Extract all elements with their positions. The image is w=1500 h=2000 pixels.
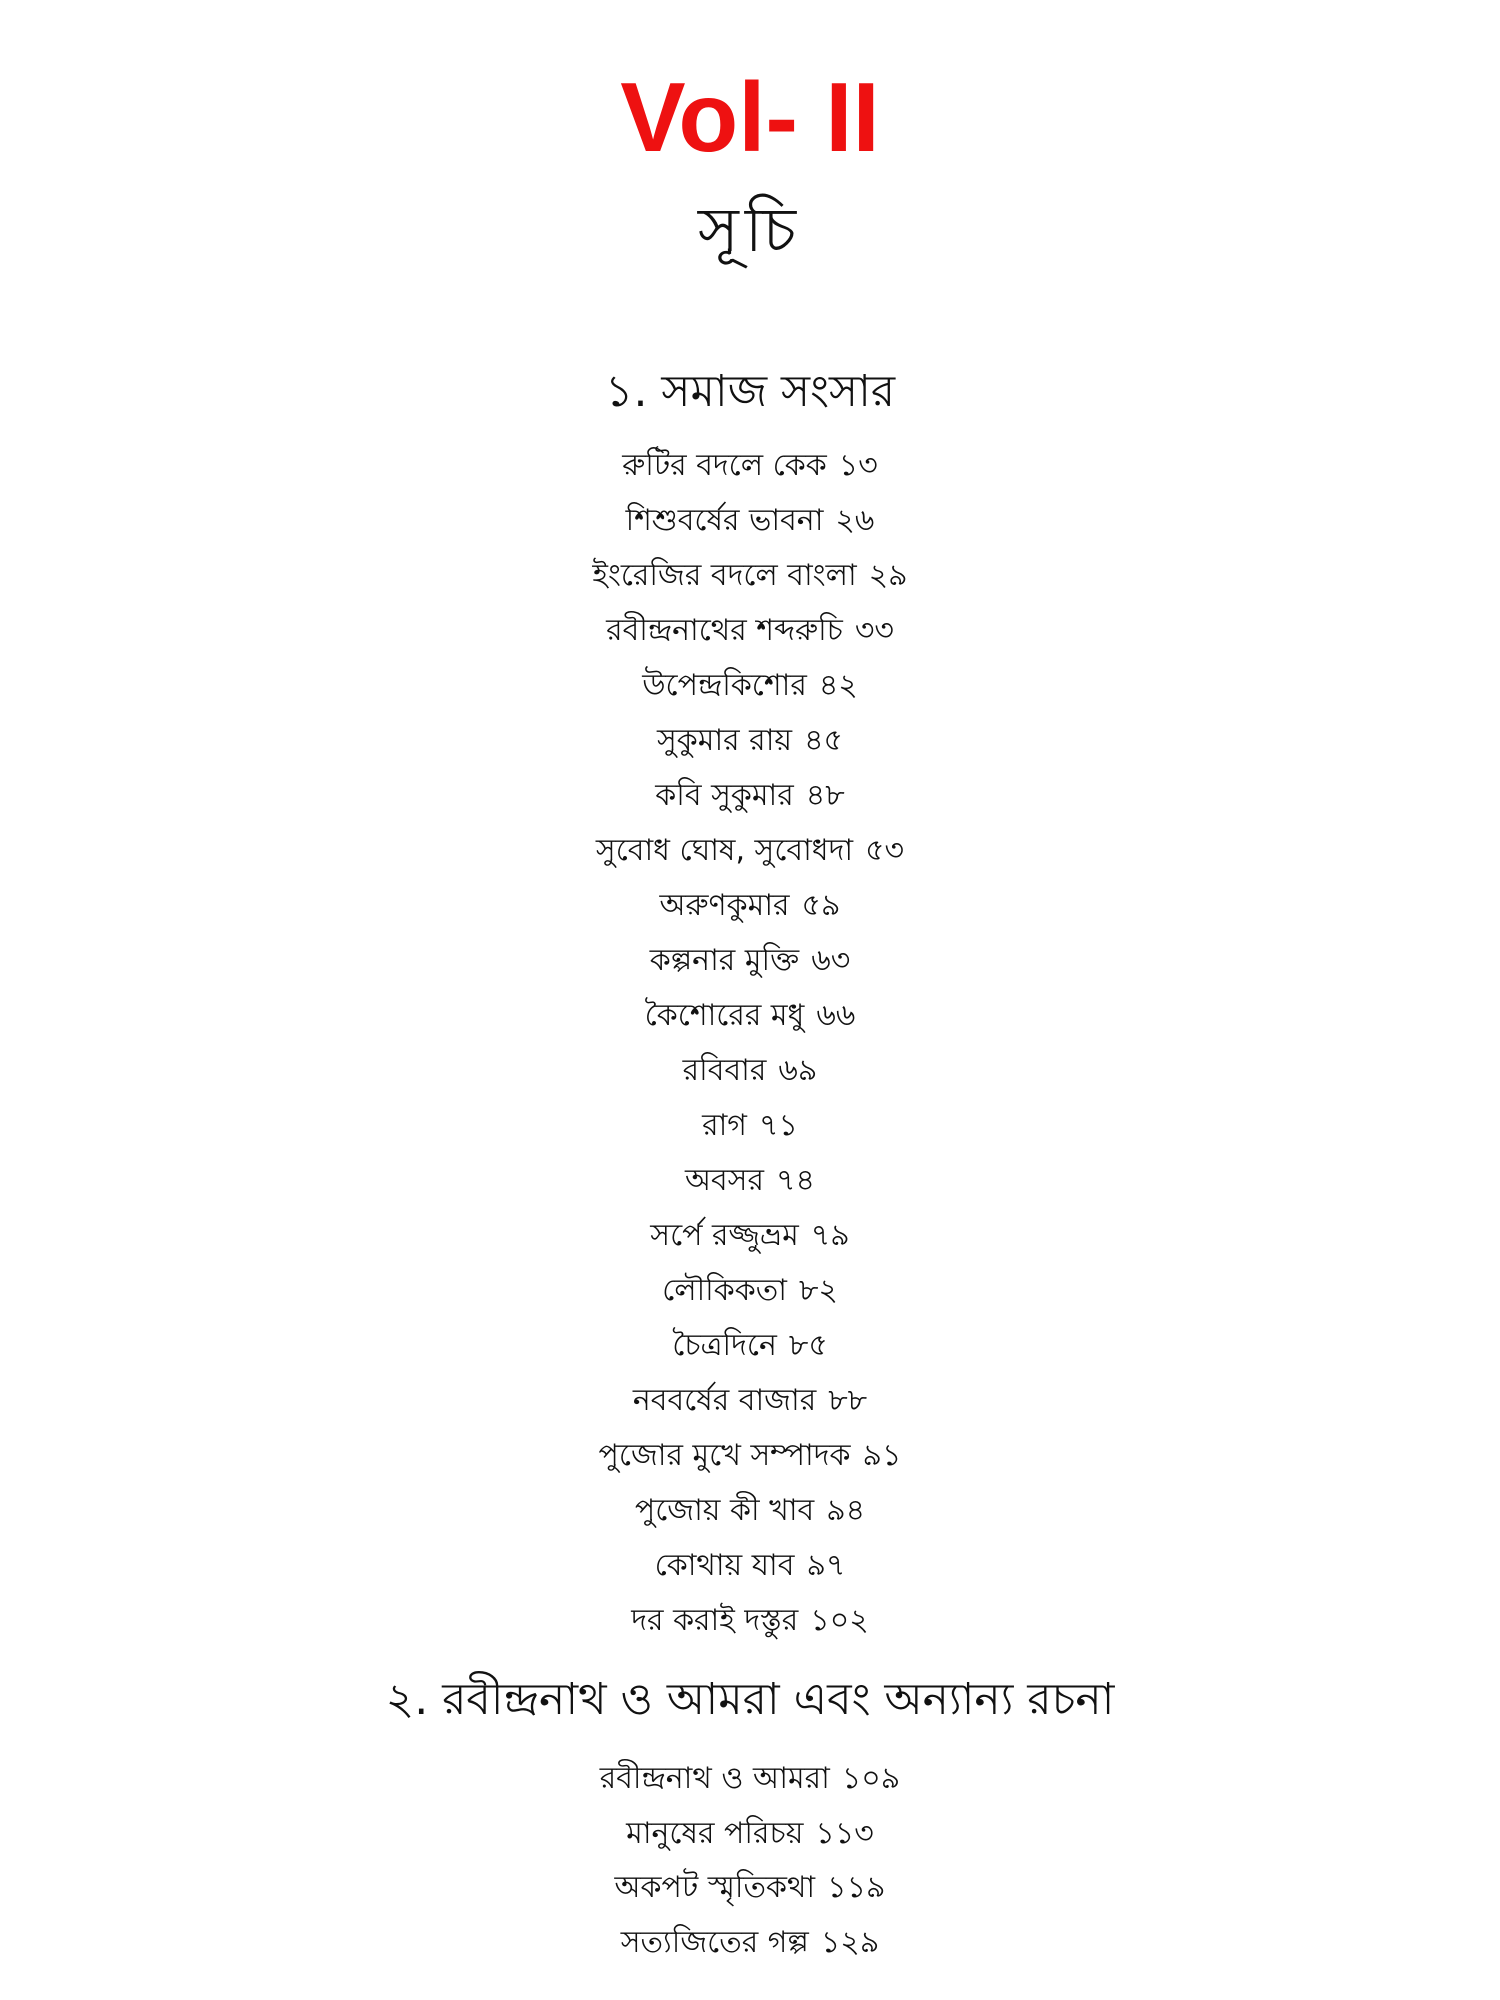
contents-entry	[0, 1208, 1500, 1263]
entry-title: কবি সুকুমার	[655, 778, 794, 813]
contents-entry	[0, 988, 1500, 1043]
entry-title: কল্পনার মুক্তি	[649, 943, 800, 978]
entry-page-number: ৭৪	[776, 1163, 815, 1198]
contents-entry	[0, 878, 1500, 933]
entry-page-number: ৬৬	[816, 998, 856, 1033]
contents-entry	[0, 1373, 1500, 1428]
entry-page-number: ৪২	[818, 668, 858, 703]
entry-page-number: ৫৯	[801, 888, 841, 923]
section-2-entry-list	[0, 1752, 1500, 1970]
section-2-title: ২. রবীন্দ্রনাথ ও আমরা এবং অন্যান্য রচনা	[385, 1674, 1115, 1725]
contents-entry	[0, 548, 1500, 603]
entry-page-number: ১১৩	[815, 1815, 874, 1851]
contents-entry	[0, 1098, 1500, 1153]
contents-entry	[0, 438, 1500, 493]
entry-title: রবীন্দ্রনাথের শব্দরুচি	[606, 613, 843, 648]
entry-title: রবীন্দ্রনাথ ও আমরা	[599, 1761, 830, 1796]
entry-page-number: ৪৮	[805, 778, 845, 813]
entry-page-number: ৬৯	[778, 1053, 818, 1088]
contents-entry	[0, 1318, 1500, 1373]
entry-page-number: ২৯	[868, 558, 908, 593]
contents-entry	[0, 1593, 1500, 1648]
entry-page-number: ৯৪	[826, 1493, 866, 1528]
entry-title: নববর্ষের বাজার	[632, 1383, 817, 1418]
entry-title: দর করাই দস্তুর	[631, 1603, 799, 1638]
entry-page-number: ১০২	[810, 1603, 869, 1638]
section-1-title: ১. সমাজ সংসার	[604, 366, 896, 417]
contents-entry	[0, 1263, 1500, 1318]
contents-entry	[0, 823, 1500, 878]
entry-page-number: ৮২	[798, 1273, 838, 1308]
contents-entry	[0, 1153, 1500, 1208]
contents-entry	[0, 1428, 1500, 1483]
entry-page-number: ১০৯	[841, 1761, 901, 1796]
contents-entry	[0, 1483, 1500, 1538]
entry-page-number: ৮৫	[788, 1328, 828, 1363]
entry-title: কৈশোরের মধু	[644, 998, 805, 1033]
entry-page-number: ১২৯	[820, 1924, 880, 1960]
entry-title: উপেন্দ্রকিশোর	[642, 668, 807, 703]
entry-page-number: ১১৯	[827, 1870, 886, 1905]
contents-entry	[0, 1538, 1500, 1593]
entry-page-number: ৯৭	[806, 1548, 846, 1583]
entry-title: লৌকিকতা	[662, 1273, 787, 1308]
entry-page-number: ৪৫	[804, 723, 843, 758]
contents-entry	[0, 1807, 1500, 1862]
entry-title: চৈত্রদিনে	[672, 1328, 777, 1363]
entry-title: অরুণকুমার	[659, 888, 790, 923]
section-1-entry-list	[0, 438, 1500, 1648]
volume-title: Vol- II	[620, 62, 880, 172]
entry-title: পুজোর মুখে সম্পাদক	[598, 1438, 851, 1473]
entry-title: সত্যজিতের গল্প	[620, 1924, 809, 1960]
entry-title: মানুষের পরিচয়	[626, 1815, 804, 1851]
entry-page-number: ৩৩	[854, 613, 894, 648]
entry-page-number: ৫৩	[865, 833, 905, 868]
entry-title: অকপট স্মৃতিকথা	[614, 1870, 816, 1905]
contents-entry	[0, 768, 1500, 823]
contents-entry	[0, 603, 1500, 658]
entry-page-number: ২৬	[835, 503, 875, 538]
entry-title: সুবোধ ঘোষ, সুবোধদা	[595, 833, 854, 868]
entry-title: কোথায় যাব	[654, 1548, 795, 1583]
contents-heading: সূচি	[697, 193, 803, 266]
entry-title: রুটির বদলে কেক	[622, 448, 827, 483]
contents-entry	[0, 713, 1500, 768]
contents-entry	[0, 658, 1500, 713]
entry-title: রবিবার	[682, 1053, 767, 1088]
entry-page-number: ৭৯	[810, 1218, 850, 1253]
entry-title: রাগ	[702, 1108, 747, 1143]
entry-page-number: ১৩	[838, 448, 878, 483]
contents-entry	[0, 1861, 1500, 1916]
contents-entry	[0, 933, 1500, 988]
entry-page-number: ৯১	[862, 1438, 902, 1473]
entry-title: সর্পে রজ্জুভ্রম	[650, 1218, 799, 1253]
contents-entry	[0, 1752, 1500, 1807]
contents-entry	[0, 1043, 1500, 1098]
entry-title: শিশুবর্ষের ভাবনা	[625, 503, 824, 538]
entry-page-number: ৮৮	[828, 1383, 868, 1418]
entry-title: পুজোয় কী খাব	[634, 1493, 815, 1528]
entry-title: সুকুমার রায়	[656, 723, 793, 758]
contents-entry	[0, 1916, 1500, 1971]
entry-title: অবসর	[685, 1163, 764, 1198]
entry-title: ইংরেজির বদলে বাংলা	[592, 558, 857, 593]
entry-page-number: ৭১	[758, 1108, 798, 1143]
contents-entry	[0, 493, 1500, 548]
entry-page-number: ৬৩	[811, 943, 851, 978]
